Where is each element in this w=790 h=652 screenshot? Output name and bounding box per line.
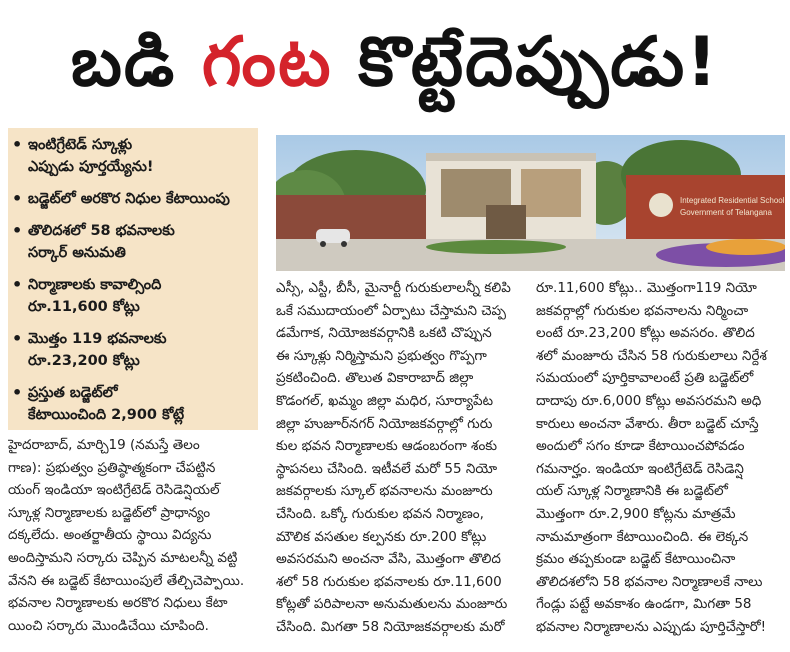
headline-exclamation: !	[686, 23, 720, 102]
highlight-line: మొత్తం 119 భవనాలకు	[28, 331, 167, 347]
school-building-photo	[276, 135, 785, 271]
bullet-icon: •	[12, 275, 23, 294]
highlight-item	[12, 220, 254, 264]
article-line: గేండ్లు పట్టే అవకాశం ఉండగా, మిగతా 58	[536, 596, 752, 613]
article-line: స్థాపనలు చేసింది. ఇటీవలే మరో 55 నియో	[276, 460, 498, 477]
sign-line-2: Government of Telangana	[680, 208, 772, 217]
highlight-item	[12, 382, 254, 426]
article-line: క్రమం తప్పకుండా బడ్జెట్ కేటాయించినా	[536, 551, 736, 568]
sign-line-1: Integrated Residential School	[680, 196, 785, 205]
article-line: భవనాల నిర్మాణాలను ఎప్పుడు పూర్తిచేస్తారో!	[536, 618, 767, 635]
highlight-text	[28, 220, 175, 264]
article-line: సమయంలో పూర్తికావాలంటే ప్రతి బడ్జెట్‌లో	[536, 370, 754, 387]
article-line: డమేగాక, నియోజకవర్గానికి ఒకటి చొప్పున	[276, 325, 492, 342]
article-line: అందులో సగం కూడా కేటాయించపోవడం	[536, 438, 745, 455]
highlight-text	[28, 188, 230, 210]
article-line: జకవర్గాలకు స్కూల్ భవనాలను మంజూరు	[276, 483, 493, 500]
article-line: యంగ్ ఇండియా ఇంటిగ్రేటెడ్ రెసిడెన్షియల్	[8, 482, 220, 499]
article-line: జిల్లా హుజూర్‌నగర్ నియోజకవర్గాల్లో గురు	[276, 415, 493, 432]
bullet-icon: •	[12, 383, 23, 402]
article-line: అవసరమని అంచనా వేసి, మొత్తంగా తొలిద	[276, 551, 501, 568]
headline-word-3: కొట్టేదెప్పుడు	[358, 23, 687, 102]
article-line: యించి సర్కారు మొండిచేయి చూపింది.	[8, 617, 209, 634]
highlight-line: సర్కార్ అనుమతి	[28, 245, 126, 261]
bullet-icon: •	[12, 135, 23, 154]
article-line: గాణ): ప్రభుత్వం ప్రతిష్ఠాత్మకంగా చేపట్టిన	[8, 459, 216, 476]
highlight-text	[28, 382, 184, 426]
highlight-item	[12, 328, 254, 372]
bullet-icon: •	[12, 221, 23, 240]
article-line: మౌలిక వసతుల కల్పనకు రూ.200 కోట్లు	[276, 528, 487, 545]
article-column-2	[276, 277, 528, 639]
article-line: కుల భవన నిర్మాణాలకు ఆడంబరంగా శంకు	[276, 438, 498, 455]
highlight-line: ప్రస్తుత బడ్జెట్‌లో	[28, 385, 118, 401]
article-line: దక్కలేదు. అంతర్జాతీయ స్థాయి విద్యను	[8, 527, 212, 544]
article-line: యల్ స్కూళ్ల నిర్మాణానికి ఈ బడ్జెట్‌లో	[536, 483, 728, 500]
highlight-line: బడ్జెట్‌లో అరకొర నిధుల కేటాయింపు	[28, 191, 230, 207]
article-line: కొడంగల్, ఖమ్మం జిల్లా మధిర, సూర్యాపేట	[276, 392, 494, 409]
highlight-line: నిర్మాణాలకు కావాల్సింది	[28, 277, 162, 293]
article-line: భవనాల నిర్మాణాలకు అరకొర నిధులు కేటా	[8, 595, 228, 612]
highlight-text	[28, 274, 161, 318]
article-line: దాదాపు రూ.6,000 కోట్లు అవసరమని అధి	[536, 392, 762, 409]
highlight-item	[12, 188, 254, 210]
bullet-icon: •	[12, 329, 23, 348]
article-line: ప్రకటించింది. తొలుత వికారాబాద్ జిల్లా	[276, 370, 474, 387]
headline	[0, 0, 790, 126]
highlight-line: ఇంటిగ్రేటెడ్ స్కూళ్లు	[28, 137, 133, 153]
article-line: కారులు అంచనా వేశారు. తీరా బడ్జెట్ చూస్తే	[536, 415, 759, 432]
article-line: శలో 58 గురుకుల భవనాలకు రూ.11,600	[276, 573, 502, 590]
article-column-1	[8, 434, 266, 637]
article-line: తొలిదశలోని 58 భవనాల నిర్మాణాలకే నాలు	[536, 573, 763, 590]
highlight-text	[28, 328, 166, 372]
highlight-line: రూ.11,600 కోట్లు	[28, 299, 140, 315]
article-column-3	[536, 277, 786, 639]
article-line: చేసింది. ఒక్కో గురుకుల భవన నిర్మాణం,	[276, 505, 484, 522]
article-line: జకవర్గాల్లో గురుకుల భవనాలను నిర్మించా	[536, 302, 749, 319]
article-line: ఈ స్కూళ్లు నిర్మిస్తామని ప్రభుత్వం గొప్పగా	[276, 347, 487, 364]
highlight-text	[28, 134, 154, 178]
article-line: ఒకే సముదాయంలో ఏర్పాటు చేస్తామని చెప్ప	[276, 302, 507, 319]
article-line: చేసింది. మిగతా 58 నియోజకవర్గాలకు మరో	[276, 618, 505, 635]
article-line: మొత్తంగా రూ.2,900 కోట్లను మాత్రమే	[536, 505, 736, 522]
article-line: అందిస్తామని సర్కారు చెప్పిన మాటలన్నీ వట్టి	[8, 549, 238, 566]
highlight-line: రూ.23,200 కోట్లు	[28, 353, 140, 369]
highlight-line: ఎప్పుడు పూర్తయ్యేను!	[28, 159, 154, 175]
article-line: లంటే రూ.23,200 కోట్లు అవసరం. తొలిద	[536, 325, 755, 342]
article-line: రూ.11,600 కోట్లు.. మొత్తంగా119 నియో	[536, 280, 757, 296]
article-line: వేనని ఈ బడ్జెట్ కేటాయింపులే తేల్చిచెప్పాయి.	[8, 572, 245, 589]
bullet-icon: •	[12, 189, 23, 208]
highlights-box	[8, 128, 258, 430]
highlight-item	[12, 134, 254, 178]
article-line: ఎస్సీ, ఎస్టీ, బీసీ, మైనార్టీ గురుకులాలన్నీ కలిపి	[276, 280, 511, 296]
highlight-line: కేటాయించింది 2,900 కోట్లే	[28, 407, 185, 423]
article-line: శలో మంజూరు చేసిన 58 గురుకులాలు నిర్దేశ	[536, 347, 767, 364]
article-line: గమనార్హం. ఇండియా ఇంటిగ్రేటెడ్ రెసిడెన్షి	[536, 460, 744, 477]
article-line: స్కూళ్ల నిర్మాణాలకు బడ్జెట్‌లో ప్రాధాన్యం	[8, 504, 211, 521]
headline-word-1: బడి	[70, 23, 177, 102]
headline-word-2: గంట	[201, 23, 333, 102]
highlight-line: తొలిదశలో 58 భవనాలకు	[28, 223, 175, 239]
highlight-item	[12, 274, 254, 318]
article-line: హైదరాబాద్, మార్చి19 (నమస్తే తెలం	[8, 437, 200, 453]
article-line: నామమాత్రంగా కేటాయించింది. ఈ లెక్కన	[536, 528, 749, 545]
article-line: కోట్లతో పరిపాలనా అనుమతులను మంజూరు	[276, 596, 508, 613]
